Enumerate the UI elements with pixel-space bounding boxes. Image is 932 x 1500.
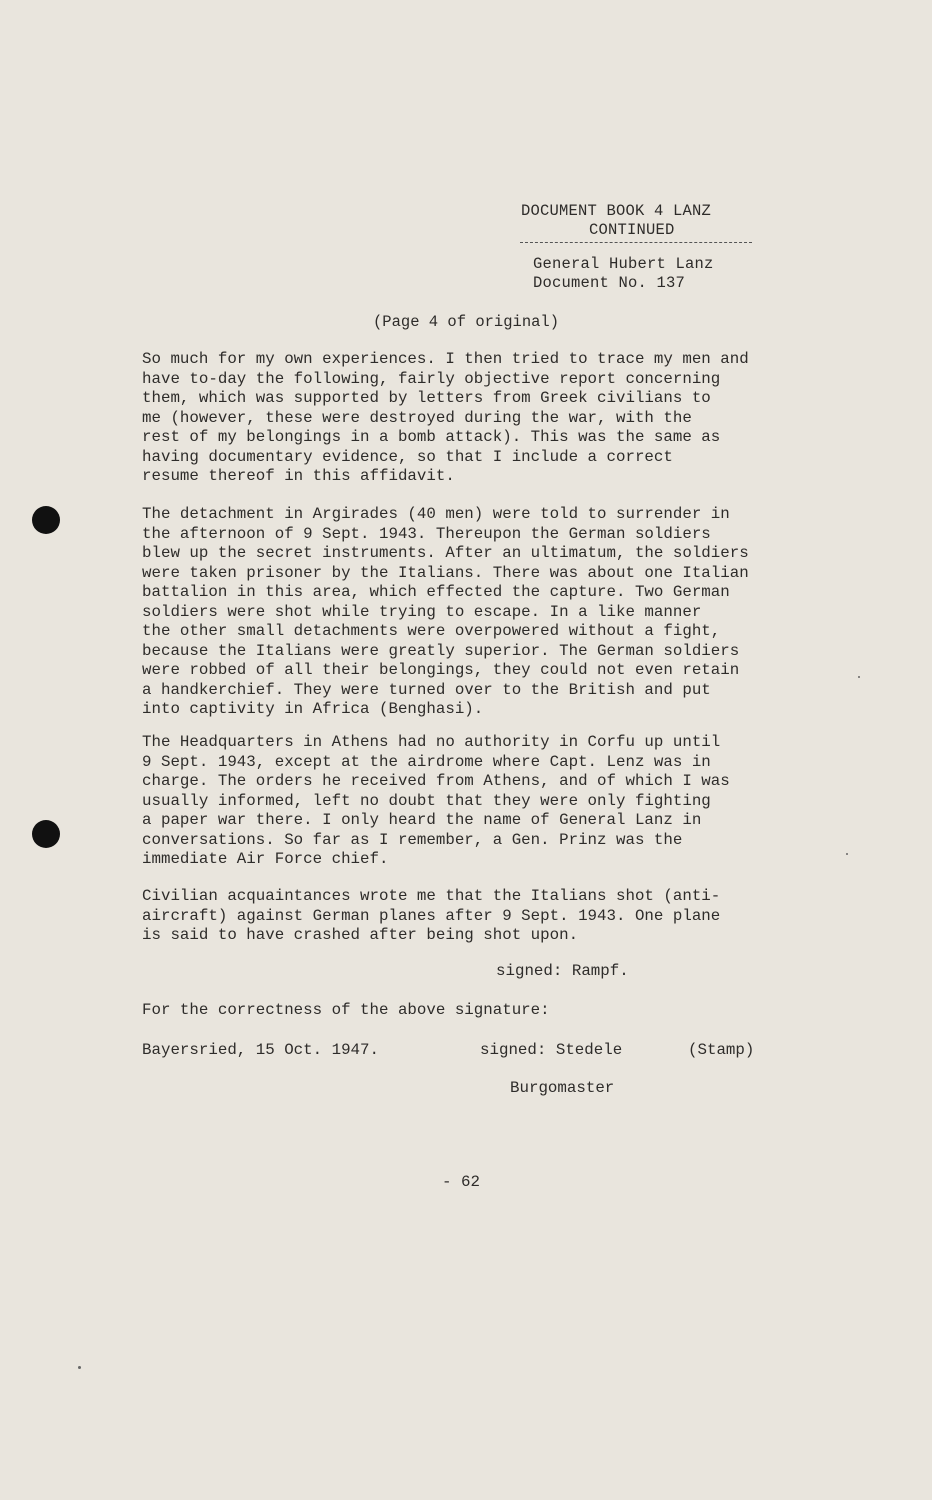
stamp-label: (Stamp) bbox=[688, 1041, 755, 1059]
paragraph-civilian: Civilian acquaintances wrote me that the Italians shot (anti- aircraft) against German planes after 9 Sept. 1943. One plane is said to have crashed after being shot upon. bbox=[142, 887, 721, 944]
place-date: Bayersried, 15 Oct. 1947. bbox=[142, 1041, 379, 1059]
signature-official: signed: Stedele bbox=[480, 1041, 623, 1059]
punch-hole bbox=[32, 506, 60, 534]
document-book-title: DOCUMENT BOOK 4 LANZ bbox=[521, 202, 712, 220]
paragraph-experiences: So much for my own experiences. I then tried to trace my men and have to-day the following, fairly objective report concerning them, which was supported by letters from Greek civilians to me (however, these were destroyed during the war, with the rest of my belongings in a bomb attack). This was the same as having documentary evidence, so that I include a correct resume thereof in this affidavit. bbox=[142, 350, 749, 485]
official-title: Burgomaster bbox=[510, 1079, 615, 1097]
document-number: Document No. 137 bbox=[533, 274, 686, 292]
paper-speck bbox=[846, 853, 848, 855]
paper-speck bbox=[78, 1366, 81, 1369]
correctness-statement: For the correctness of the above signature: bbox=[142, 1001, 550, 1019]
paragraph-argirades: The detachment in Argirades (40 men) were told to surrender in the afternoon of 9 Sept. 1943. Thereupon the German soldiers blew up the secret instruments. After an ultimatum, the soldiers were taken prisoner by the Italians. There was about one Italian battalion in this area, which effected the capture. Two German soldiers were shot while trying to escape. In a like manner the other small detachments were overpowered without a fight, because the Italians were greatly superior. The German soldiers were robbed of all their belongings, they could not even retain a handkerchief. They were turned over to the British and put into captivity in Africa (Benghasi). bbox=[142, 505, 749, 718]
paper-speck bbox=[858, 676, 860, 678]
page-reference: (Page 4 of original) bbox=[373, 313, 560, 331]
header-divider bbox=[520, 242, 752, 243]
paragraph-headquarters: The Headquarters in Athens had no authority in Corfu up until 9 Sept. 1943, except at the airdrome where Capt. Lenz was in charge. The orders he received from Athens, and of which I was usually informed, left no doubt that they were only fighting a paper war there. I only heard the name of General Lanz in conversations. So far as I remember, a Gen. Prinz was the immediate Air Force chief. bbox=[142, 733, 730, 868]
continued-label: CONTINUED bbox=[589, 221, 675, 239]
signature-rampf: signed: Rampf. bbox=[496, 962, 629, 980]
author-line: General Hubert Lanz bbox=[533, 255, 714, 273]
page-number: - 62 bbox=[442, 1173, 480, 1191]
punch-hole bbox=[32, 820, 60, 848]
